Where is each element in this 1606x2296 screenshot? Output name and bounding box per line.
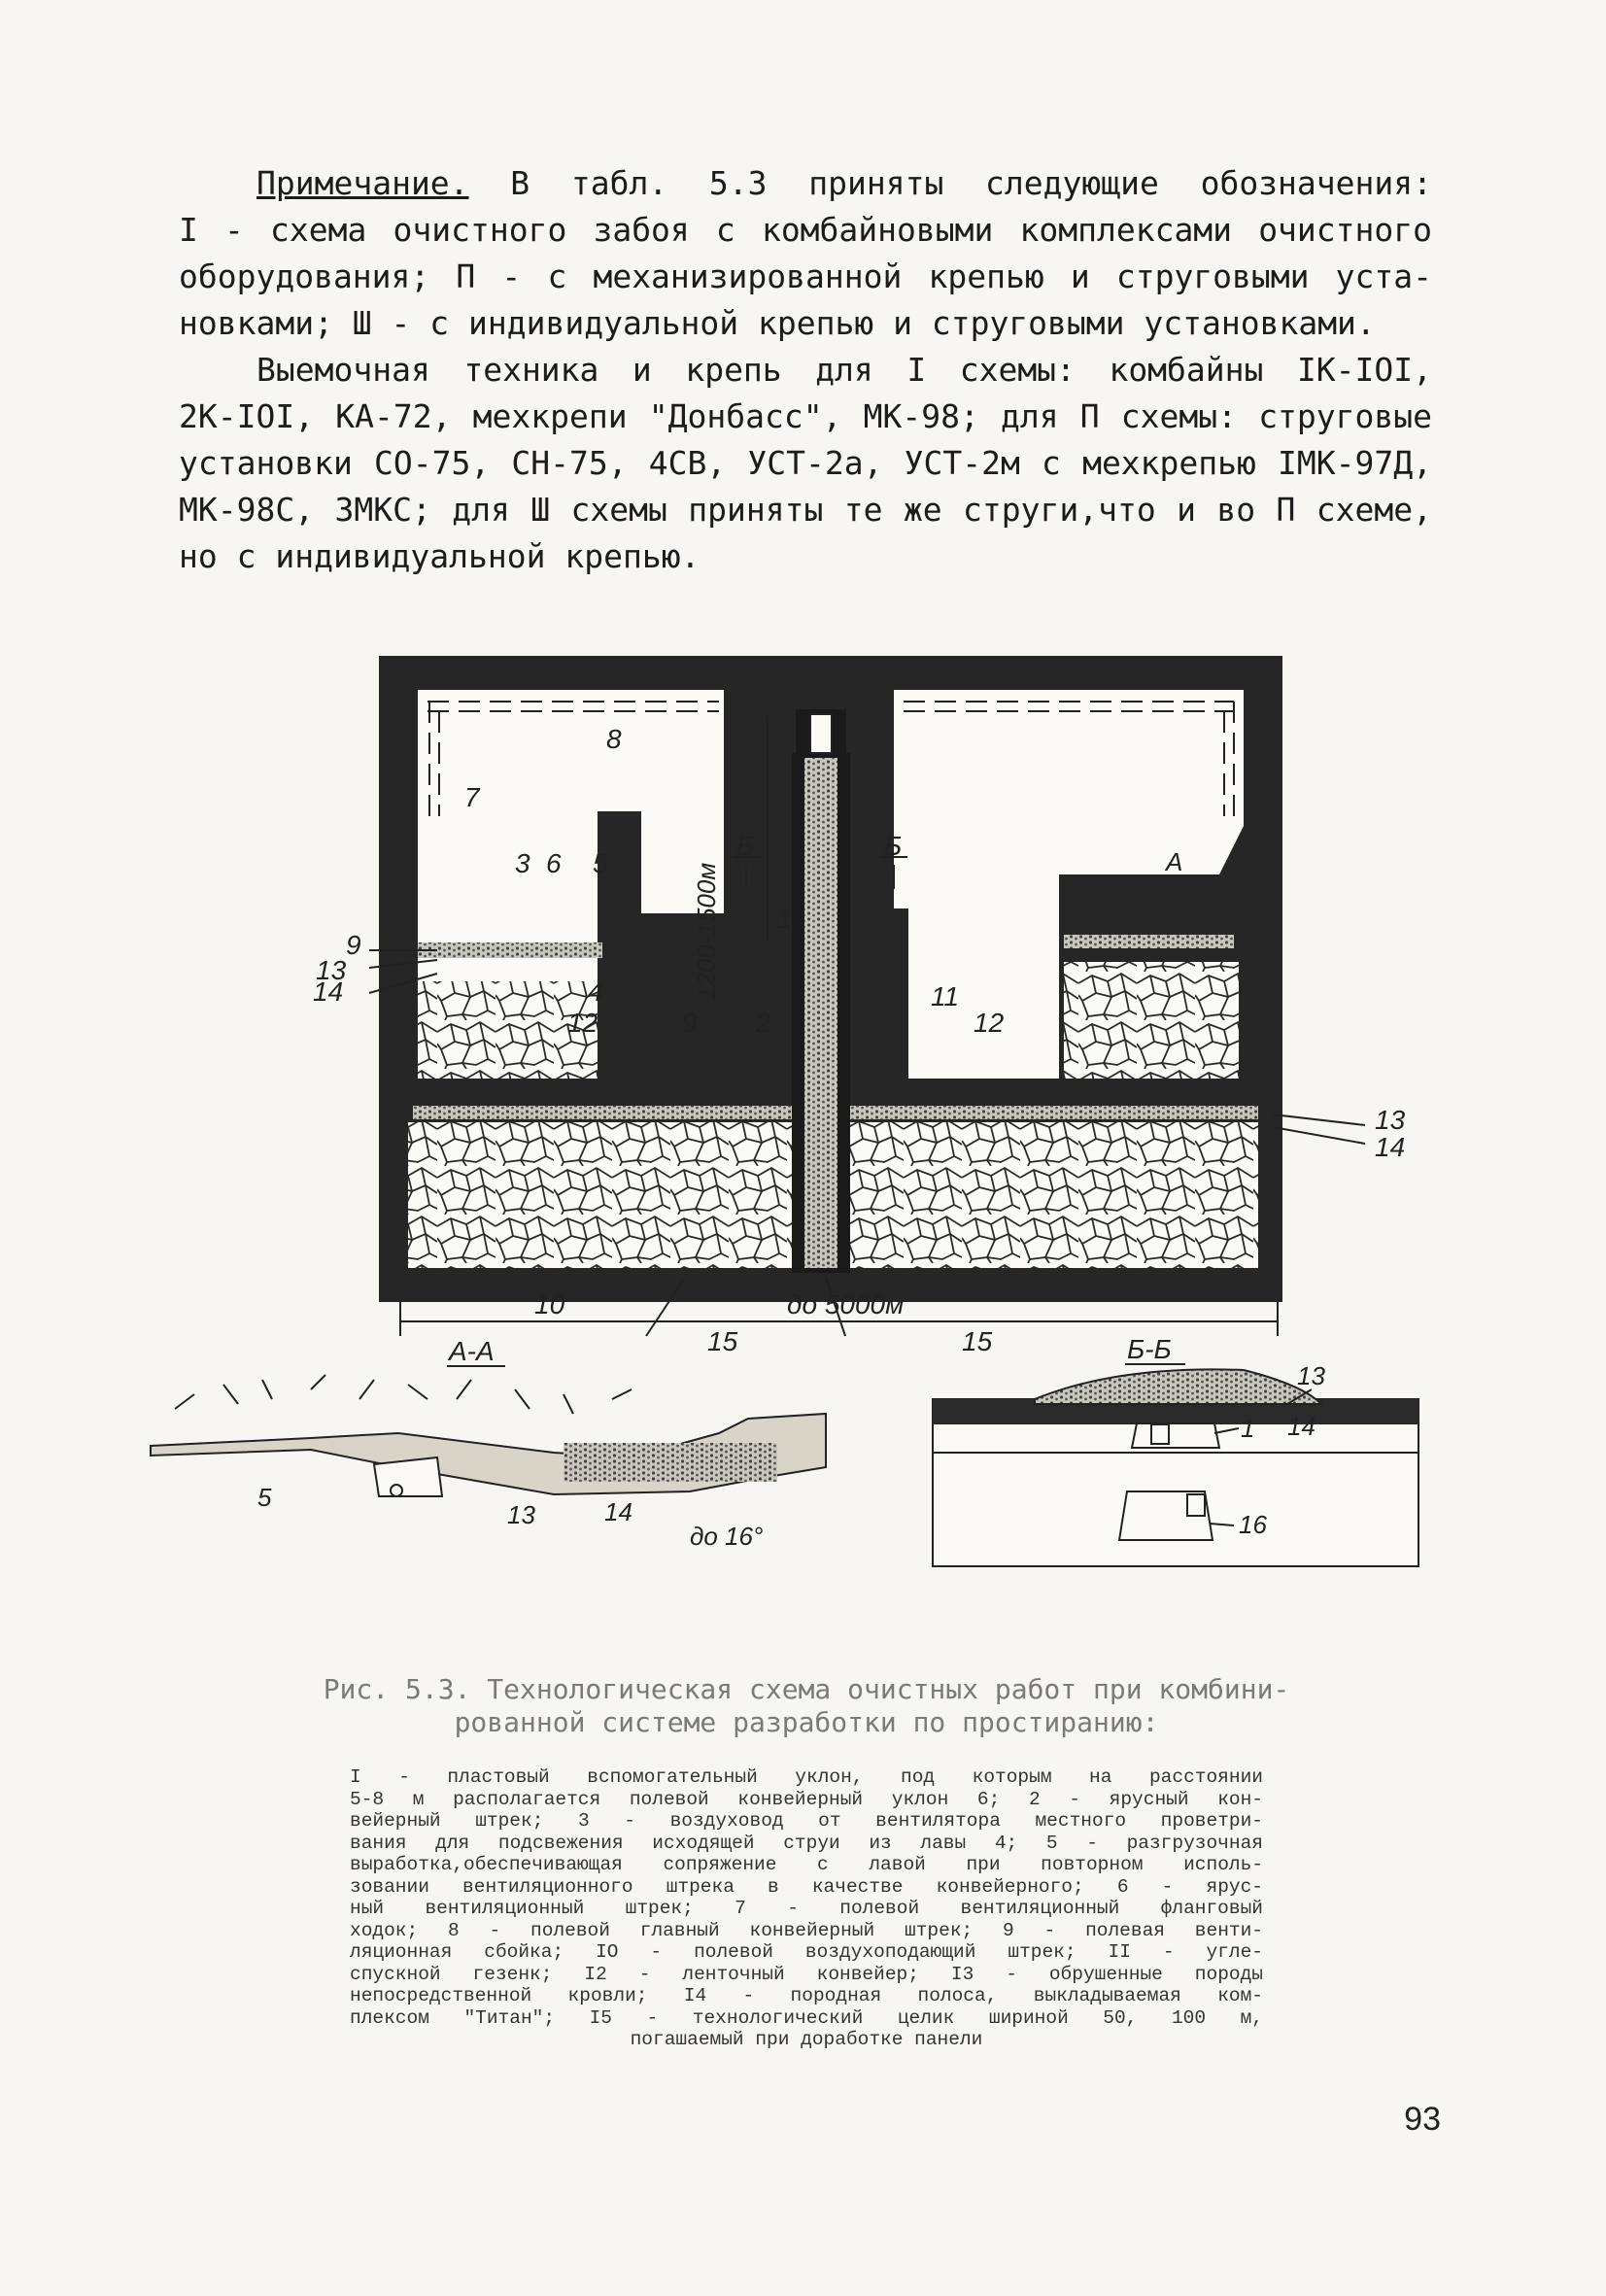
section-bb-label-16: 16 (1239, 1510, 1267, 1539)
legend-line: I - пластовый вспомогательный уклон, под которым на расстоянии (350, 1766, 1263, 1788)
equipment-line-1: Выемочная техника и крепь для I схемы: комбайны IК-IОI, (256, 351, 1432, 389)
section-aa-angle: до 16° (690, 1522, 764, 1551)
legend-line: плексом "Титан"; I5 - технологический целик шириной 50, 100 м, (350, 2006, 1263, 2029)
mining-scheme-figure (146, 632, 1448, 1584)
equipment-line-2: 2К-IОI, КА-72, мехкрепи "Донбасс", МК-98; для П схемы: струговые (179, 397, 1432, 435)
section-aa-label-5: 5 (257, 1483, 272, 1512)
section-b-b (933, 1334, 1418, 1566)
fig-label-1: 1 (777, 904, 793, 934)
legend-line: 5-8 м располагается полевой конвейерный уклон 6; 2 - ярусный кон- (350, 1788, 1263, 1810)
fig-label-9: 9 (682, 1008, 698, 1038)
equipment-line-4: МК-98С, 3МКС; для Ш схемы приняты те же струги,что и во П схеме, (179, 491, 1432, 529)
fig-label-15-left: 15 (707, 1326, 738, 1356)
legend-line: ходок; 8 - полевой главный конвейерный штрек; 9 - полевая венти- (350, 1919, 1263, 1941)
equipment-paragraph (179, 347, 1432, 580)
fig-label-8: 8 (606, 724, 622, 754)
fig-label-4: 4 (588, 977, 603, 1007)
legend-line: непосредственной кровли; I4 - породная полоса, выкладываемая ком- (350, 1985, 1263, 2006)
fig-label-6: 6 (546, 848, 562, 878)
equipment-line-5: но с индивидуальной крепью. (179, 537, 700, 575)
section-bb-title: Б-Б (1127, 1334, 1172, 1364)
figure-caption (291, 1673, 1321, 1739)
section-aa-title: А-А (449, 1336, 495, 1366)
fig-label-3: 3 (515, 848, 530, 878)
fig-label-2: 2 (756, 1008, 771, 1038)
section-bb-label-14: 14 (1287, 1412, 1316, 1441)
legend-line: вания для подсвежения исходящей струи из лавы 4; 5 - разгрузочная (350, 1832, 1263, 1854)
caption-line-1: Рис. 5.3. Технологическая схема очистных работ при комбини- (323, 1673, 1290, 1705)
length-horizontal: до 5000м (787, 1289, 905, 1319)
legend-line: спускной гезенк; I2 - ленточный конвейер; I3 - обрушенные породы (350, 1963, 1263, 1985)
fig-label-9-left: 9 (346, 930, 361, 960)
section-mark-b-right: Б (884, 831, 903, 861)
fig-label-14-right: 14 (1375, 1132, 1406, 1162)
section-mark-a: А (1166, 847, 1183, 876)
caption-line-2: рованной системе разработки по простиранию: (454, 1706, 1159, 1738)
section-aa-label-13: 13 (507, 1500, 535, 1529)
fig-label-12-left: 12 (567, 1008, 598, 1038)
equipment-line-3: установки СО-75, СН-75, 4СВ, УСТ-2а, УСТ-2м с мехкрепью IМК-97Д, (179, 444, 1432, 482)
length-vertical: 1200-1500м (692, 862, 721, 1001)
section-mark-b-left: Б (736, 831, 755, 861)
figure-legend (350, 1766, 1263, 2051)
section-bb-label-1: 1 (1241, 1414, 1255, 1443)
fig-label-13-left: 13 (316, 955, 347, 985)
note-paragraph (179, 160, 1432, 347)
fig-label-12-right: 12 (974, 1008, 1005, 1038)
note-line-3: оборудования; П - с механизированной крепью и струговыми уста- (179, 257, 1432, 295)
fig-label-7: 7 (464, 782, 480, 812)
fig-label-13-right: 13 (1375, 1105, 1406, 1135)
plan-view (313, 656, 1406, 1356)
fig-label-15-right: 15 (962, 1326, 993, 1356)
legend-line: вейерный штрек; 3 - воздуховод от вентилятора местного проветри- (350, 1810, 1263, 1832)
note-line-4: новками; Ш - с индивидуальной крепью и струговыми установками. (179, 304, 1376, 342)
note-line-2: I - схема очистного забоя с комбайновыми комплексами очистного (179, 211, 1432, 249)
legend-line: выработка,обеспечивающая сопряжение с лавой при повторном исполь- (350, 1854, 1263, 1875)
section-a-a (151, 1336, 826, 1551)
note-line-1: В табл. 5.3 приняты следующие обозначения: (510, 164, 1432, 202)
legend-line: ляционная сбойка; IO - полевой воздухоподающий штрек; II - угле- (350, 1941, 1263, 1963)
fig-label-5: 5 (593, 848, 608, 878)
legend-line: ный вентиляционный штрек; 7 - полевой вентиляционный фланговый (350, 1898, 1263, 1919)
fig-label-14-left: 14 (313, 977, 344, 1007)
fig-label-11: 11 (931, 981, 960, 1011)
section-aa-label-14: 14 (604, 1497, 632, 1526)
fig-label-10: 10 (534, 1289, 565, 1319)
note-label: Примечание. (256, 164, 469, 202)
legend-line: зовании вентиляционного штрека в качестве конвейерного; 6 - ярус- (350, 1875, 1263, 1898)
page-number: 93 (1404, 2101, 1441, 2138)
legend-line: погашаемый при доработке панели (630, 2029, 983, 2050)
section-bb-label-13: 13 (1297, 1361, 1325, 1390)
